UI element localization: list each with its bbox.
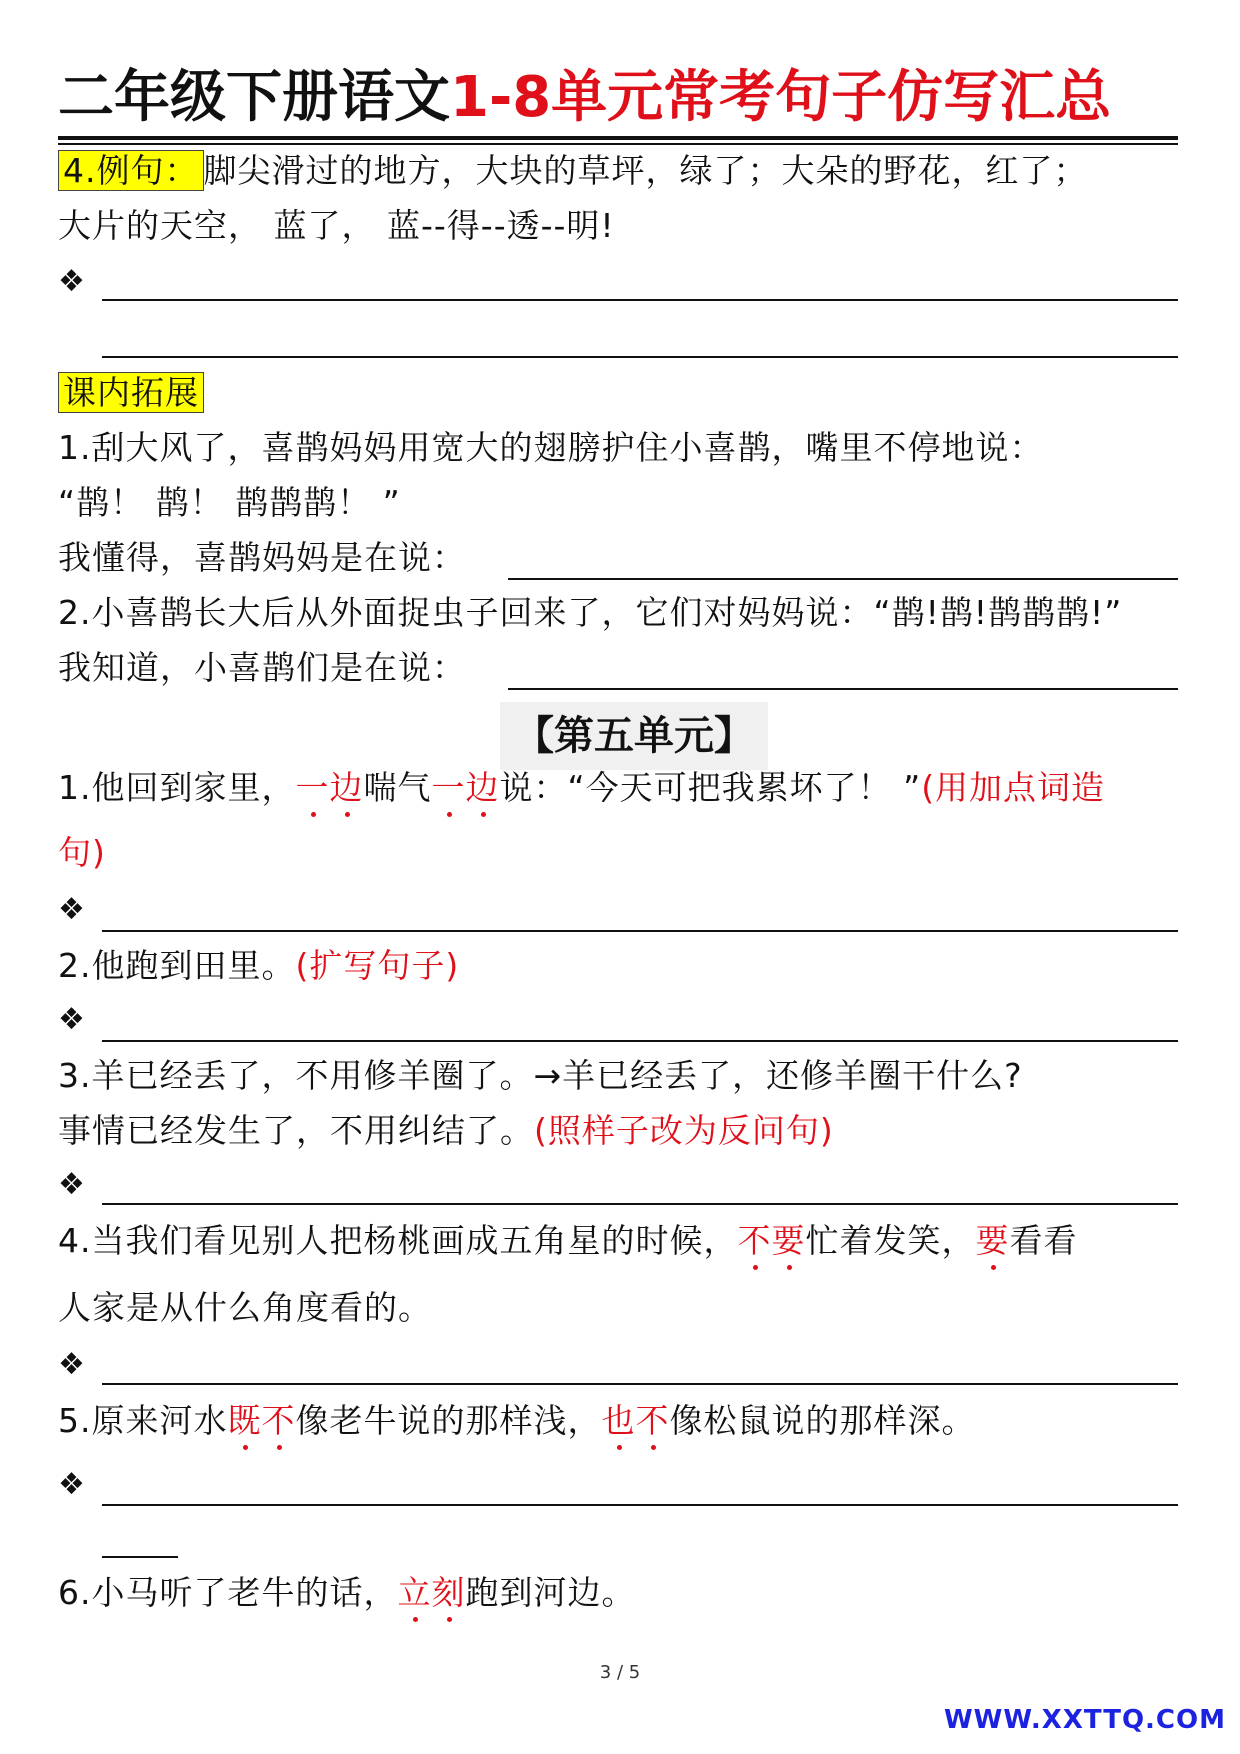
q6-dotted-word: 立 (397, 1573, 432, 1612)
q4-text-c: 看看 (1009, 1221, 1078, 1260)
answer-line[interactable] (102, 299, 1178, 301)
site-watermark: WWW.XXTTQ.COM (944, 1705, 1226, 1735)
extension-q1-line2: “鹊！ 鹊！ 鹊鹊鹊！ ” (58, 483, 401, 522)
extension-q2-line1: 2.小喜鹊长大后从外面捉虫子回来了，它们对妈妈说：“鹊!鹊!鹊鹊鹊!” (58, 593, 1123, 632)
q4-text-b: 忙着发笑， (805, 1221, 976, 1260)
unit5-q5 (58, 1398, 976, 1444)
unit5-q4-line2: 人家是从什么角度看的。 (58, 1288, 432, 1327)
q5-text-a: 5.原来河水 (58, 1401, 228, 1440)
answer-line[interactable] (508, 688, 1178, 690)
q3-text: 事情已经发生了，不用纠结了。 (58, 1111, 534, 1150)
q4-dotted-word: 要 (975, 1221, 1010, 1260)
q5-text-c: 像松鼠说的那样深。 (669, 1401, 976, 1440)
example4-line2: 大片的天空， 蓝了， 蓝--得--透--明! (58, 206, 615, 245)
title-rule-thin (58, 143, 1178, 145)
q2-instruction: (扩写句子) (295, 946, 460, 985)
answer-line[interactable] (508, 578, 1178, 580)
q1-instruction: (用加点词造 (921, 768, 1106, 807)
q1-dotted-word: 一 (431, 768, 466, 807)
answer-line[interactable] (102, 1203, 1178, 1205)
q1-dotted-word: 边 (465, 768, 500, 807)
q5-dotted-word: 也 (601, 1401, 636, 1440)
unit5-q2 (58, 943, 459, 989)
unit5-heading: 【第五单元】 (500, 702, 768, 770)
q5-dotted-word: 不 (261, 1401, 296, 1440)
q1-text-a: 1.他回到家里， (58, 768, 296, 807)
extension-label: 课内拓展 (58, 372, 204, 413)
answer-line[interactable] (102, 1040, 1178, 1042)
q5-dotted-word: 不 (635, 1401, 670, 1440)
bullet-icon: ❖ (58, 1002, 85, 1037)
extension-heading (58, 370, 204, 416)
page-number: 3 / 5 (599, 1662, 641, 1683)
bullet-icon: ❖ (58, 1347, 85, 1382)
q4-dotted-word: 要 (771, 1221, 806, 1260)
q4-text-a: 4.当我们看见别人把杨桃画成五角星的时候， (58, 1221, 738, 1260)
q5-text-b: 像老牛说的那样浅， (295, 1401, 602, 1440)
q2-text: 2.他跑到田里。 (58, 946, 296, 985)
answer-line[interactable] (102, 356, 1178, 358)
bullet-icon: ❖ (58, 264, 85, 299)
example4-label: 4.例句： (58, 150, 204, 191)
bullet-icon: ❖ (58, 892, 85, 927)
bullet-icon: ❖ (58, 1467, 85, 1502)
q1-dotted-word: 边 (329, 768, 364, 807)
unit5-q4-line1 (58, 1218, 1078, 1264)
extension-q1-line3: 我懂得，喜鹊妈妈是在说： (58, 538, 466, 577)
title-red-part: 1-8单元常考句子仿写汇总 (450, 65, 1112, 130)
q1-text-c: 说：“今天可把我累坏了！ ” (499, 768, 922, 807)
title-black-part: 二年级下册语文 (58, 65, 450, 130)
q6-text-a: 6.小马听了老牛的话， (58, 1573, 398, 1612)
q3-instruction: (照样子改为反问句) (534, 1111, 834, 1150)
q5-dotted-word: 既 (227, 1401, 262, 1440)
q6-dotted-word: 刻 (431, 1573, 466, 1612)
extension-q2-line2: 我知道，小喜鹊们是在说： (58, 648, 466, 687)
title-rule-thick (58, 136, 1178, 140)
answer-line[interactable] (102, 1556, 178, 1558)
unit5-q6 (58, 1570, 636, 1616)
q4-dotted-word: 不 (737, 1221, 772, 1260)
page-title (58, 62, 1178, 134)
q6-text-b: 跑到河边。 (465, 1573, 636, 1612)
unit5-q3-line2 (58, 1108, 834, 1154)
answer-line[interactable] (102, 1383, 1178, 1385)
answer-line[interactable] (102, 930, 1178, 932)
unit5-q3-line1: 3.羊已经丢了，不用修羊圈了。→羊已经丢了，还修羊圈干什么? (58, 1056, 1023, 1095)
example4-text1: 脚尖滑过的地方，大块的草坪，绿了；大朵的野花，红了； (203, 151, 1088, 190)
unit5-q1-line1 (58, 765, 1105, 811)
answer-line[interactable] (102, 1504, 1178, 1506)
example4-line1 (58, 148, 1088, 194)
q1-dotted-word: 一 (295, 768, 330, 807)
extension-q1-line1: 1.刮大风了，喜鹊妈妈用宽大的翅膀护住小喜鹊，嘴里不停地说： (58, 428, 1044, 467)
bullet-icon: ❖ (58, 1167, 85, 1202)
q1-text-b: 喘气 (363, 768, 432, 807)
unit5-q1-line2: 句) (58, 833, 106, 872)
